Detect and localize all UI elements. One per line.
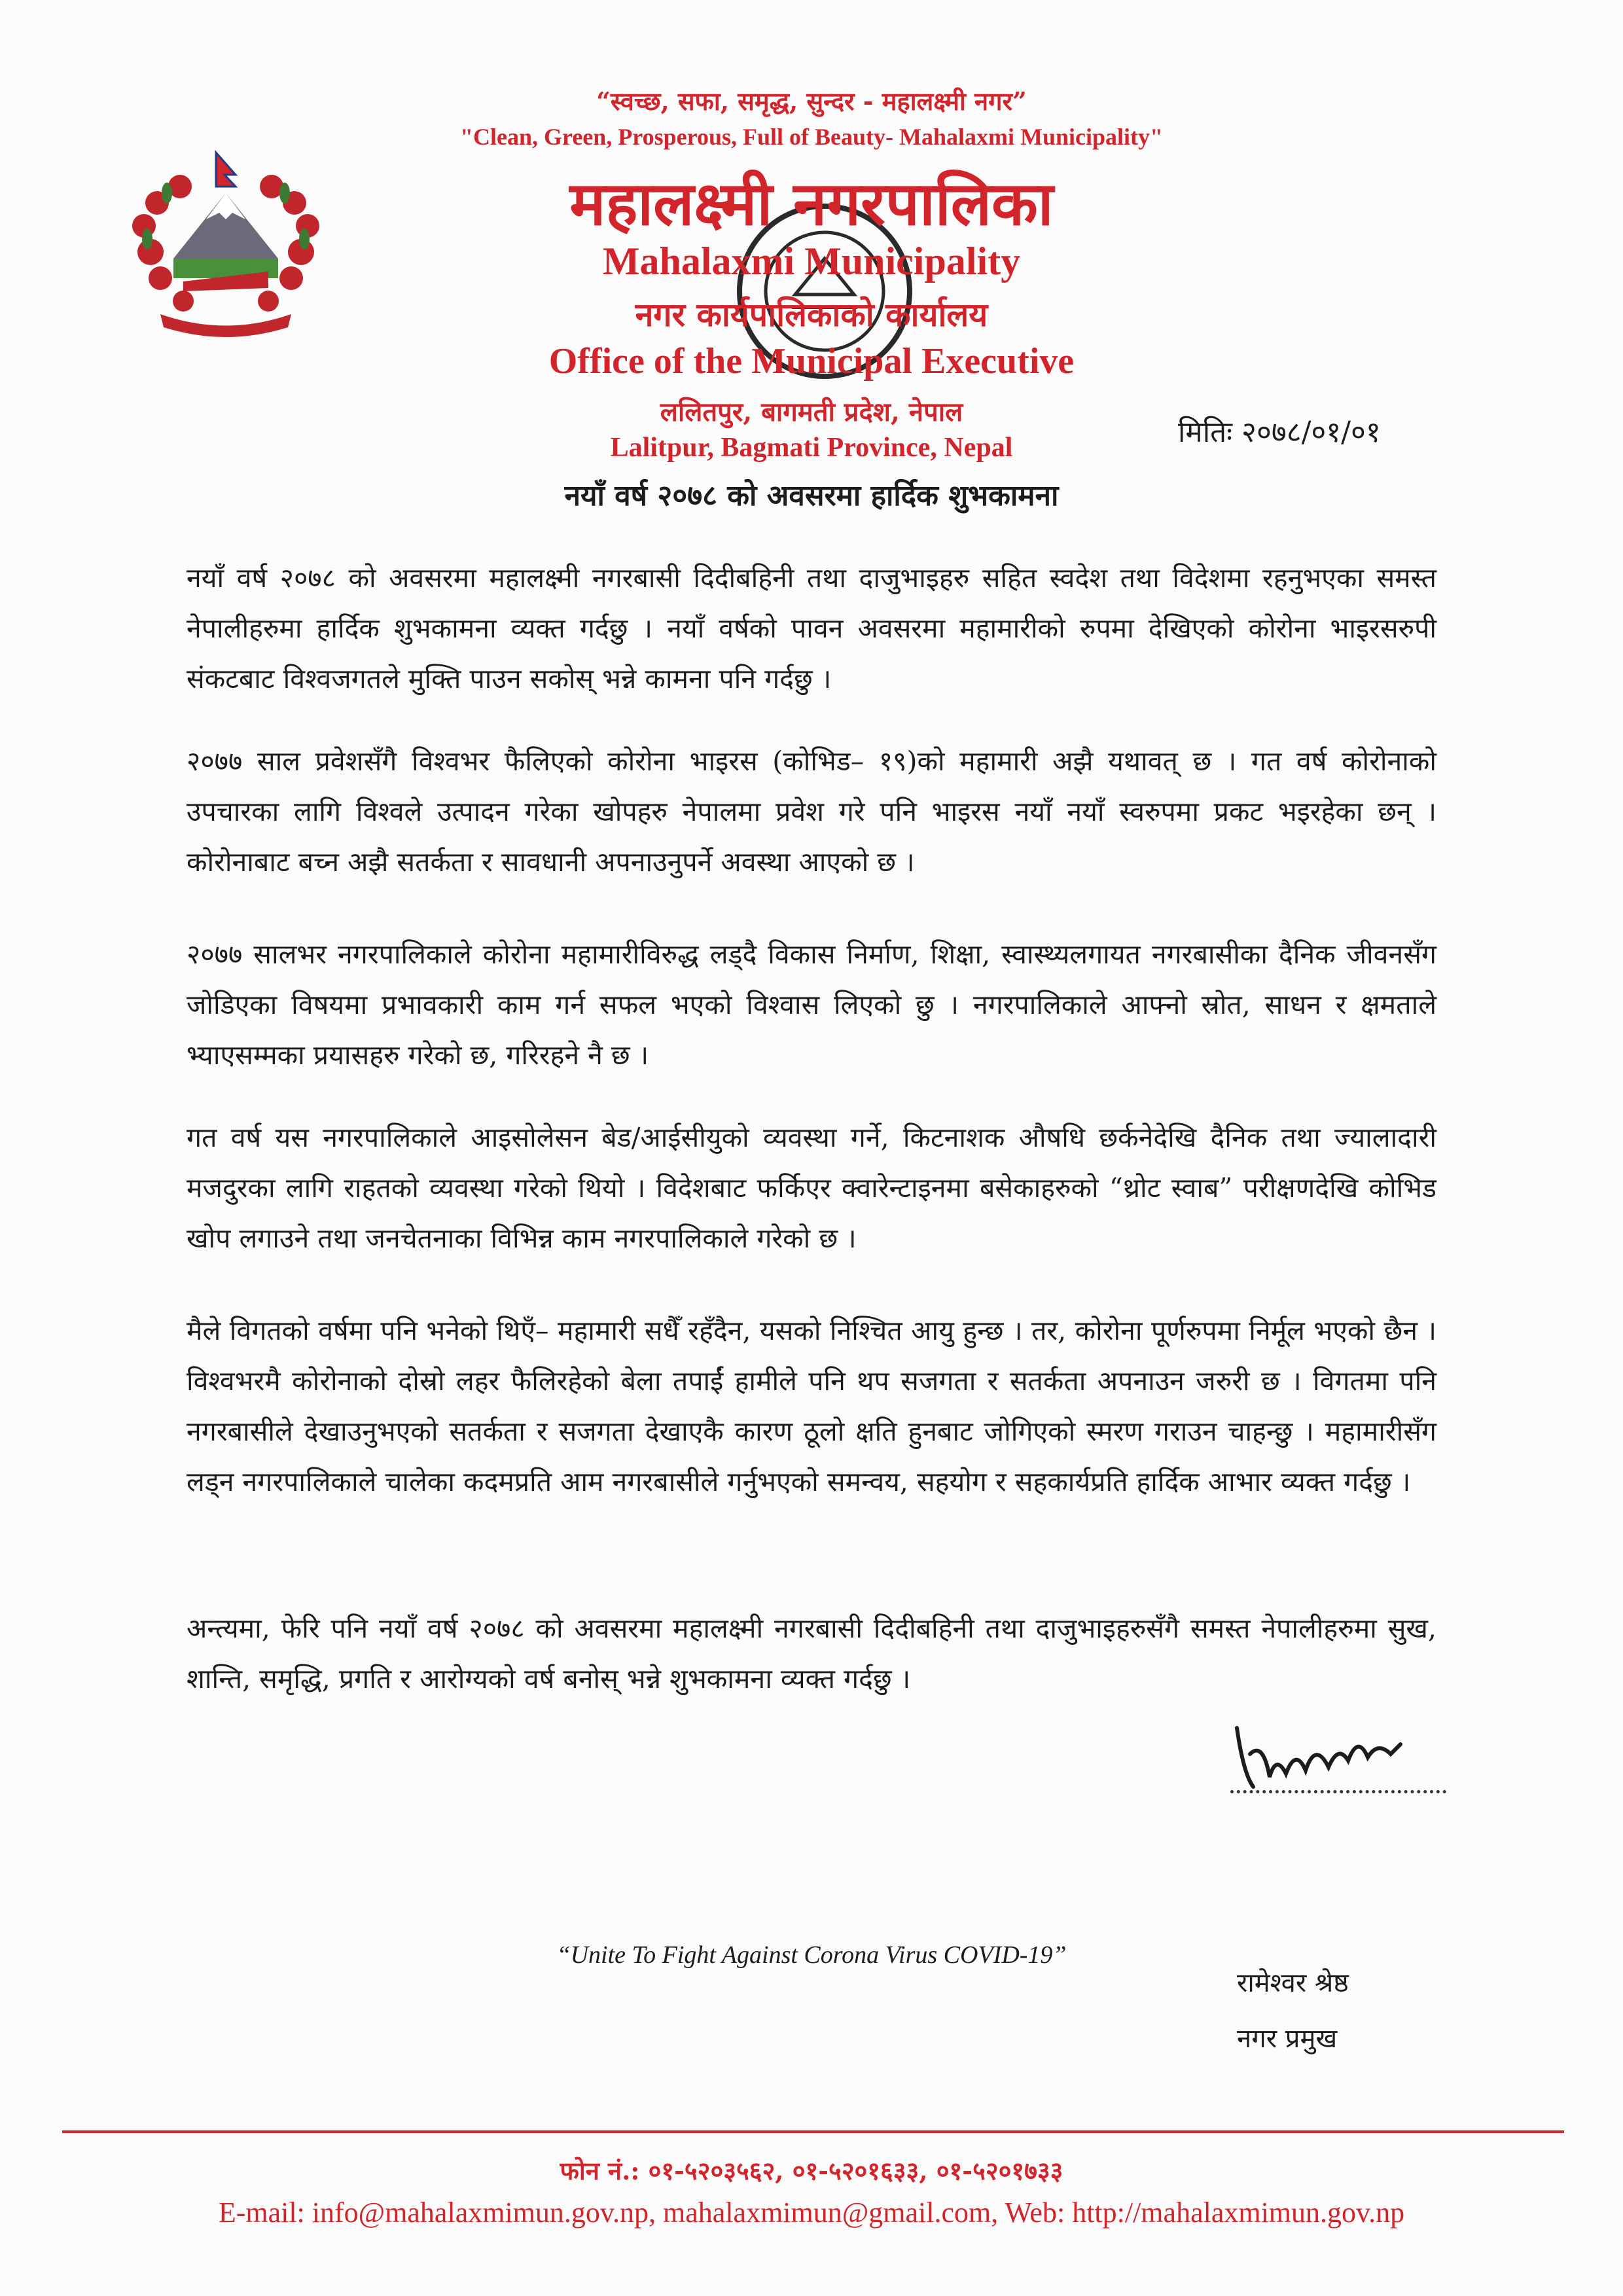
covid-slogan: “Unite To Fight Against Corona Virus COVID-19” xyxy=(556,1941,1067,1969)
body-paragraph: २०७७ साल प्रवेशसँगै विश्वभर फैलिएको कोरोना भाइरस (कोभिड– १९)को महामारी अझै यथावत् छ । गत वर्ष कोरोनाको उपचारका लागि विश्वले उत्पादन गरेका खोपहरु नेपालमा प्रवेश गरे पनि भाइरस नयाँ नयाँ स्वरुपमा प्रकट भइरहेका छन् । कोरोनाबाट बच्न अझै सतर्कता र सावधानी अपनाउनुपर्ने अवस्था आएको छ । xyxy=(187,745,1436,878)
body-paragraph: मैले विगतको वर्षमा पनि भनेको थिएँ– महामारी सधैँ रहँदैन, यसको निश्चित आयु हुन्छ । तर, कोरोना पूर्णरुपमा निर्मूल भएको छैन । विश्वभरमै कोरोनाको दोस्रो लहर फैलिरहेको बेला तपाईं हामीले पनि थप सजगता र सतर्कता अपनाउन जरुरी छ । विगतमा पनि नगरबासीले देखाउनुभएको सतर्कता र सजगता देखाएकै कारण ठूलो क्षति हुनबाट जोगिएको स्मरण गराउन चाहन्छु । महामारीसँग लड्न नगरपालिकाले चालेका कदमप्रति आम नगरबासीले गर्नुभएको समन्वय, सहयोग र सहकार्यप्रति हार्दिक आभार व्यक्त गर्दछु । xyxy=(187,1315,1436,1498)
motto-english: "Clean, Green, Prosperous, Full of Beauty- Mahalaxmi Municipality" xyxy=(460,124,1163,150)
office-name-english: Office of the Municipal Executive xyxy=(548,341,1075,382)
body-paragraph: अन्त्यमा, फेरि पनि नयाँ वर्ष २०७८ को अवसरमा महालक्ष्मी नगरबासी दिदीबहिनी तथा दाजुभाइहरुसँगै समस्त नेपालीहरुमा सुख, शान्ति, समृद्धि, प्रगति र आरोग्यको वर्ष बनोस् भन्ने शुभकामना व्यक्त गर्दछु । xyxy=(187,1613,1436,1695)
signature-line xyxy=(1230,1790,1446,1793)
signature-icon xyxy=(1224,1715,1446,1800)
footer-phone: फोन नं.: ०१-५२०३५६२, ०१-५२०१६३३, ०१-५२०१७३३ xyxy=(560,2156,1063,2185)
address-english: Lalitpur, Bagmati Province, Nepal xyxy=(610,433,1013,463)
body-paragraph: २०७७ सालभर नगरपालिकाले कोरोना महामारीविरुद्ध लड्दै विकास निर्माण, शिक्षा, स्वास्थ्यलगायत नगरबासीका दैनिक जीवनसँग जोडिएका विषयमा प्रभावकारी काम गर्न सफल भएको विश्वास लिएको छु । नगरपालिकाले आफ्नो स्रोत, साधन र क्षमताले भ्याएसम्मका प्रयासहरु गरेको छ, गरिरहने नै छ । xyxy=(187,939,1436,1071)
signer-name: रामेश्वर श्रेष्ठ xyxy=(1237,1968,1349,1998)
motto-nepali: “स्वच्छ, सफा, समृद्ध, सुन्दर - महालक्ष्मी नगर” xyxy=(596,86,1027,116)
signer-title: नगर प्रमुख xyxy=(1237,2024,1338,2054)
body-paragraph: गत वर्ष यस नगरपालिकाले आइसोलेसन बेड/आईसीयुको व्यवस्था गर्ने, किटनाशक औषधि छर्कनेदेखि दैनिक तथा ज्यालादारी मजदुरका लागि राहतको व्यवस्था गरेको थियो । विदेशबाट फर्किएर क्वारेन्टाइनमा बसेकाहरुको “थ्रोट स्वाब” परीक्षणदेखि कोभिड खोप लगाउने तथा जनचेतनाका विभिन्न काम नगरपालिकाले गरेको छ । xyxy=(187,1122,1436,1254)
letter-date: मितिः २०७८/०१/०१ xyxy=(1178,416,1381,449)
body-paragraph: नयाँ वर्ष २०७८ को अवसरमा महालक्ष्मी नगरबासी दिदीबहिनी तथा दाजुभाइहरु सहित स्वदेश तथा विदेशमा रहनुभएका समस्त नेपालीहरुमा हार्दिक शुभकामना व्यक्त गर्दछु । नयाँ वर्षको पावन अवसरमा महामारीको रुपमा देखिएको कोरोना भाइरसरुपी संकटबाट विश्वजगतले मुक्ति पाउन सकोस् भन्ने कामना पनि गर्दछु । xyxy=(187,562,1436,694)
letter-subject: नयाँ वर्ष २०७८ को अवसरमा हार्दिक शुभकामना xyxy=(564,479,1059,512)
organization-name-nepali: महालक्ष्मी नगरपालिका xyxy=(569,168,1054,239)
organization-name-english: Mahalaxmi Municipality xyxy=(602,240,1021,283)
address-nepali: ललितपुर, बागमती प्रदेश, नेपाल xyxy=(660,397,963,427)
office-name-nepali: नगर कार्यपालिकाको कार्यालय xyxy=(635,295,988,334)
footer-contact: E-mail: info@mahalaxmimun.gov.np, mahalaxmimun@gmail.com, Web: http://mahalaxmimun.gov.np xyxy=(218,2197,1405,2229)
footer-divider xyxy=(62,2130,1564,2133)
